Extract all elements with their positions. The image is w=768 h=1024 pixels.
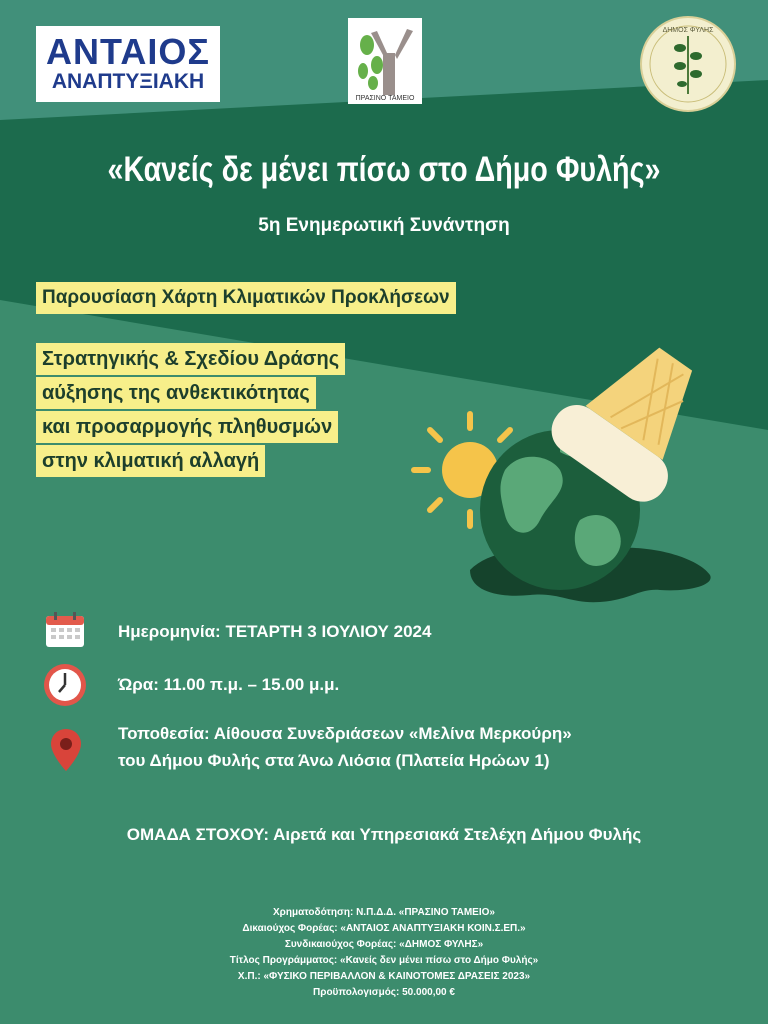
credits-line: Δικαιούχος Φορέας: «ΑΝΤΑΙΟΣ ΑΝΑΠΤΥΞΙΑΚΗ ΚΟΙΝ.Σ.ΕΠ.»: [242, 923, 526, 934]
clock-icon: [42, 662, 88, 708]
prasino-tameio-logo: [348, 18, 422, 104]
antaios-logo-name: ΑΝΤΑΙΟΣ: [46, 31, 210, 72]
credits-line: Προϋπολογισμός: 50.000,00 €: [313, 987, 455, 998]
event-location-line-1: Τοποθεσία: Αίθουσα Συνεδριάσεων «Μελίνα Μερκούρη»: [118, 724, 572, 743]
event-location-line-2: του Δήμου Φυλής στα Άνω Λιόσια (Πλατεία Ηρώων 1): [118, 751, 550, 770]
target-group: ΟΜΑΔΑ ΣΤΟΧΟΥ: Αιρετά και Υπηρεσιακά Στελέχη Δήμου Φυλής: [126, 825, 642, 844]
prasino-tameio-caption: ΠΡΑΣΙΝΟ ΤΑΜΕΙΟ: [355, 95, 415, 102]
event-time: Ώρα: 11.00 π.μ. – 15.00 μ.μ.: [118, 675, 340, 694]
highlight-line-4: και προσαρμογής πληθυσμών: [36, 411, 338, 443]
antaios-logo-subname: ΑΝΑΠΤΥΞΙΑΚΗ: [51, 70, 205, 93]
page-title: «Κανείς δε μένει πίσω στο Δήμο Φυλής»: [107, 150, 661, 189]
credits-line: Συνδικαιούχος Φορέας: «ΔΗΜΟΣ ΦΥΛΗΣ»: [284, 939, 484, 950]
map-pin-icon: [50, 728, 82, 772]
tree-logo-icon: [353, 25, 417, 95]
credits-line: Τίτλος Προγράμματος: «Κανείς δεν μένει πίσω στο Δήμο Φυλής»: [229, 955, 539, 966]
highlight-line-1: Παρουσίαση Χάρτη Κλιματικών Προκλήσεων: [36, 282, 456, 314]
svg-text:ΔΗΜΟΣ ΦΥΛΗΣ: ΔΗΜΟΣ ΦΥΛΗΣ: [662, 27, 714, 34]
highlight-line-2: Στρατηγικής & Σχεδίου Δράσης: [36, 343, 345, 375]
funding-credits: [0, 905, 768, 1001]
highlight-line-3: αύξησης της ανθεκτικότητας: [36, 377, 316, 409]
page-subtitle: 5η Ενημερωτική Συνάντηση: [258, 215, 510, 236]
antaios-logo: [36, 26, 220, 102]
event-date: Ημερομηνία: ΤΕΤΑΡΤΗ 3 ΙΟΥΛΙΟΥ 2024: [118, 622, 432, 641]
calendar-icon: [45, 612, 85, 648]
dimos-fylis-seal: [640, 16, 736, 112]
credits-line: Χ.Π.: «ΦΥΣΙΚΟ ΠΕΡΙΒΑΛΛΟΝ & ΚΑΙΝΟΤΟΜΕΣ ΔΡΑΣΕΙΣ 2023»: [237, 971, 531, 982]
credits-line: Χρηματοδότηση: Ν.Π.Δ.Δ. «ΠΡΑΣΙΝΟ ΤΑΜΕΙΟ»: [273, 907, 495, 918]
melting-globe-illustration: [410, 320, 730, 620]
highlight-line-5: στην κλιματική αλλαγή: [36, 445, 265, 477]
seal-icon: [642, 18, 734, 110]
